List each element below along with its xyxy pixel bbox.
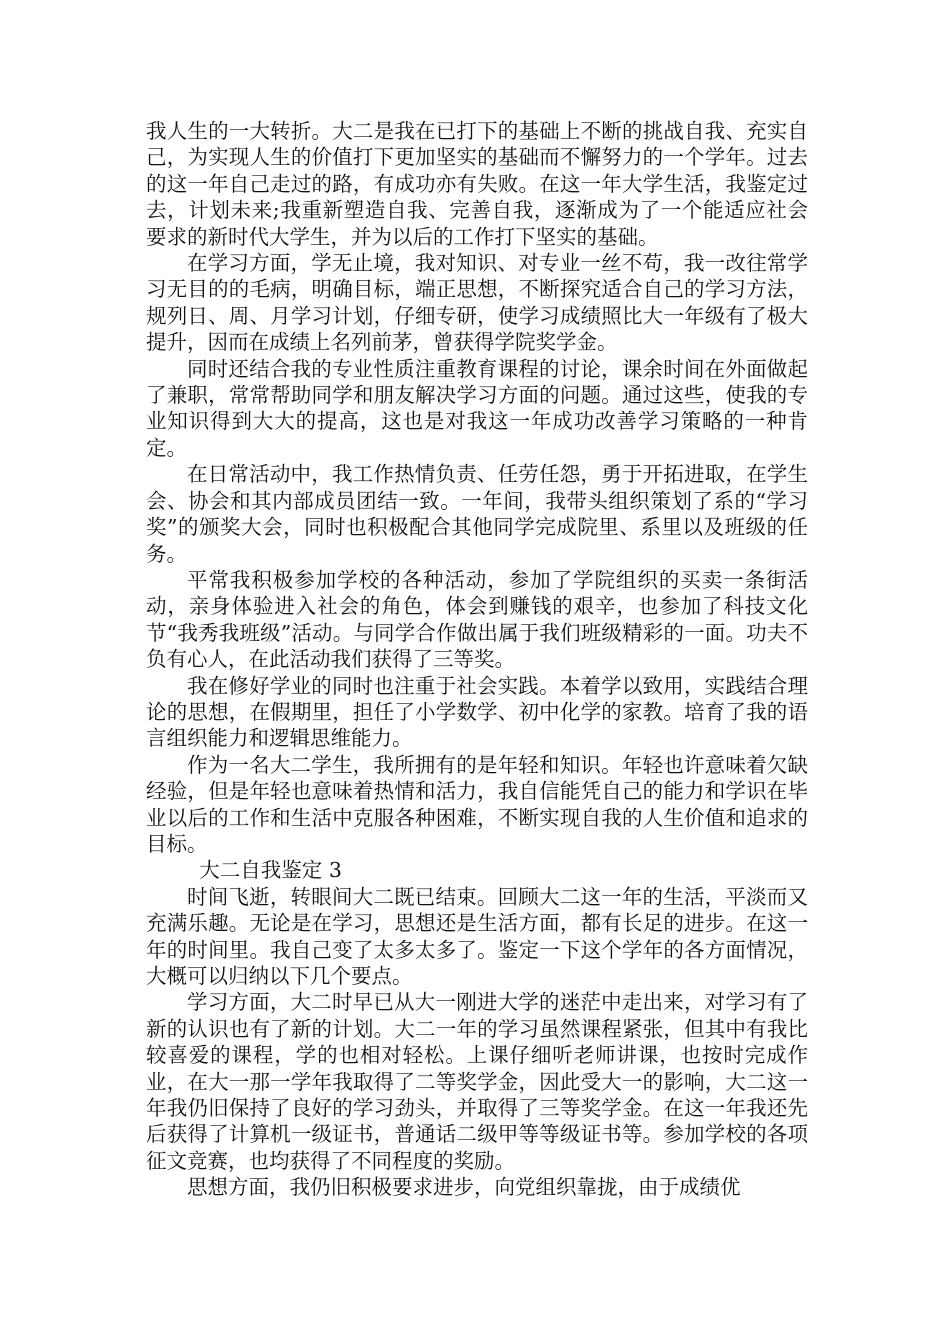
paragraph: 思想方面，我仍旧积极要求进步，向党组织靠拢，由于成绩优: [187, 1175, 741, 1200]
paragraph: 时间飞逝，转眼间大二既已结束。回顾大二这一年的生活，平淡而又充满乐趣。无论是在学习，思想还是生活方面，都有长足的进步。在这一年的时间里。我自己变了太多太多了。鉴定一下这个学年的各方面情况，大概可以归纳以下几个要点。: [146, 884, 808, 988]
document-body: [146, 118, 808, 1201]
paragraph: 同时还结合我的专业性质注重教育课程的讨论，课余时间在外面做起了兼职，常常帮助同学和朋友解决学习方面的问题。通过这些，使我的专业知识得到大大的提高，这也是对我这一年成功改善学习策略的一种肯定。: [146, 356, 808, 460]
paragraph: 在日常活动中，我工作热情负责、任劳任怨，勇于开拓进取，在学生会、协会和其内部成员团结一致。一年间，我带头组织策划了系的“学习奖”的颁奖大会，同时也积极配合其他同学完成院里、系里以及班级的任务。: [146, 462, 808, 566]
section-heading: 大二自我鉴定 3: [199, 858, 342, 883]
paragraph: 作为一名大二学生，我所拥有的是年轻和知识。年轻也许意味着欠缺经验，但是年轻也意味着热情和活力，我自信能凭自己的能力和学识在毕业以后的工作和生活中克服各种困难，不断实现自我的人生价值和追求的目标。: [146, 752, 808, 856]
paragraph: 我人生的一大转折。大二是我在已打下的基础上不断的挑战自我、充实自己，为实现人生的价值打下更加坚实的基础而不懈努力的一个学年。过去的这一年自己走过的路，有成功亦有失败。在这一年大学生活，我鉴定过去，计划未来;我重新塑造自我、完善自我，逐渐成为了一个能适应社会要求的新时代大学生，并为以后的工作打下坚实的基础。: [146, 119, 808, 249]
paragraph: 我在修好学业的同时也注重于社会实践。本着学以致用，实践结合理论的思想，在假期里，担任了小学数学、初中化学的家教。培育了我的语言组织能力和逻辑思维能力。: [146, 673, 808, 751]
paragraph: 平常我积极参加学校的各种活动，参加了学院组织的买卖一条街活动，亲身体验进入社会的角色，体会到赚钱的艰辛，也参加了科技文化节“我秀我班级”活动。与同学合作做出属于我们班级精彩的一面。功夫不负有心人，在此活动我们获得了三等奖。: [146, 567, 808, 672]
paragraph: 在学习方面，学无止境，我对知识、对专业一丝不苟，我一改往常学习无目的的毛病，明确目标，端正思想，不断探究适合自己的学习方法，规列日、周、月学习计划，仔细专研，使学习成绩照比大一年级有了极大提升，因而在成绩上名列前茅，曾获得学院奖学金。: [146, 251, 808, 355]
paragraph: 学习方面，大二时早已从大一刚进大学的迷茫中走出来，对学习有了新的认识也有了新的计划。大二一年的学习虽然课程紧张，但其中有我比较喜爱的课程，学的也相对轻松。上课仔细听老师讲课，也按时完成作业，在大一那一学年我取得了二等奖学金，因此受大一的影响，大二这一年我仍旧保持了良好的学习劲头，并取得了三等奖学金。在这一年我还先后获得了计算机一级证书，普通话二级甲等等级证书等。参加学校的各项征文竞赛，也均获得了不同程度的奖励。: [146, 990, 808, 1173]
